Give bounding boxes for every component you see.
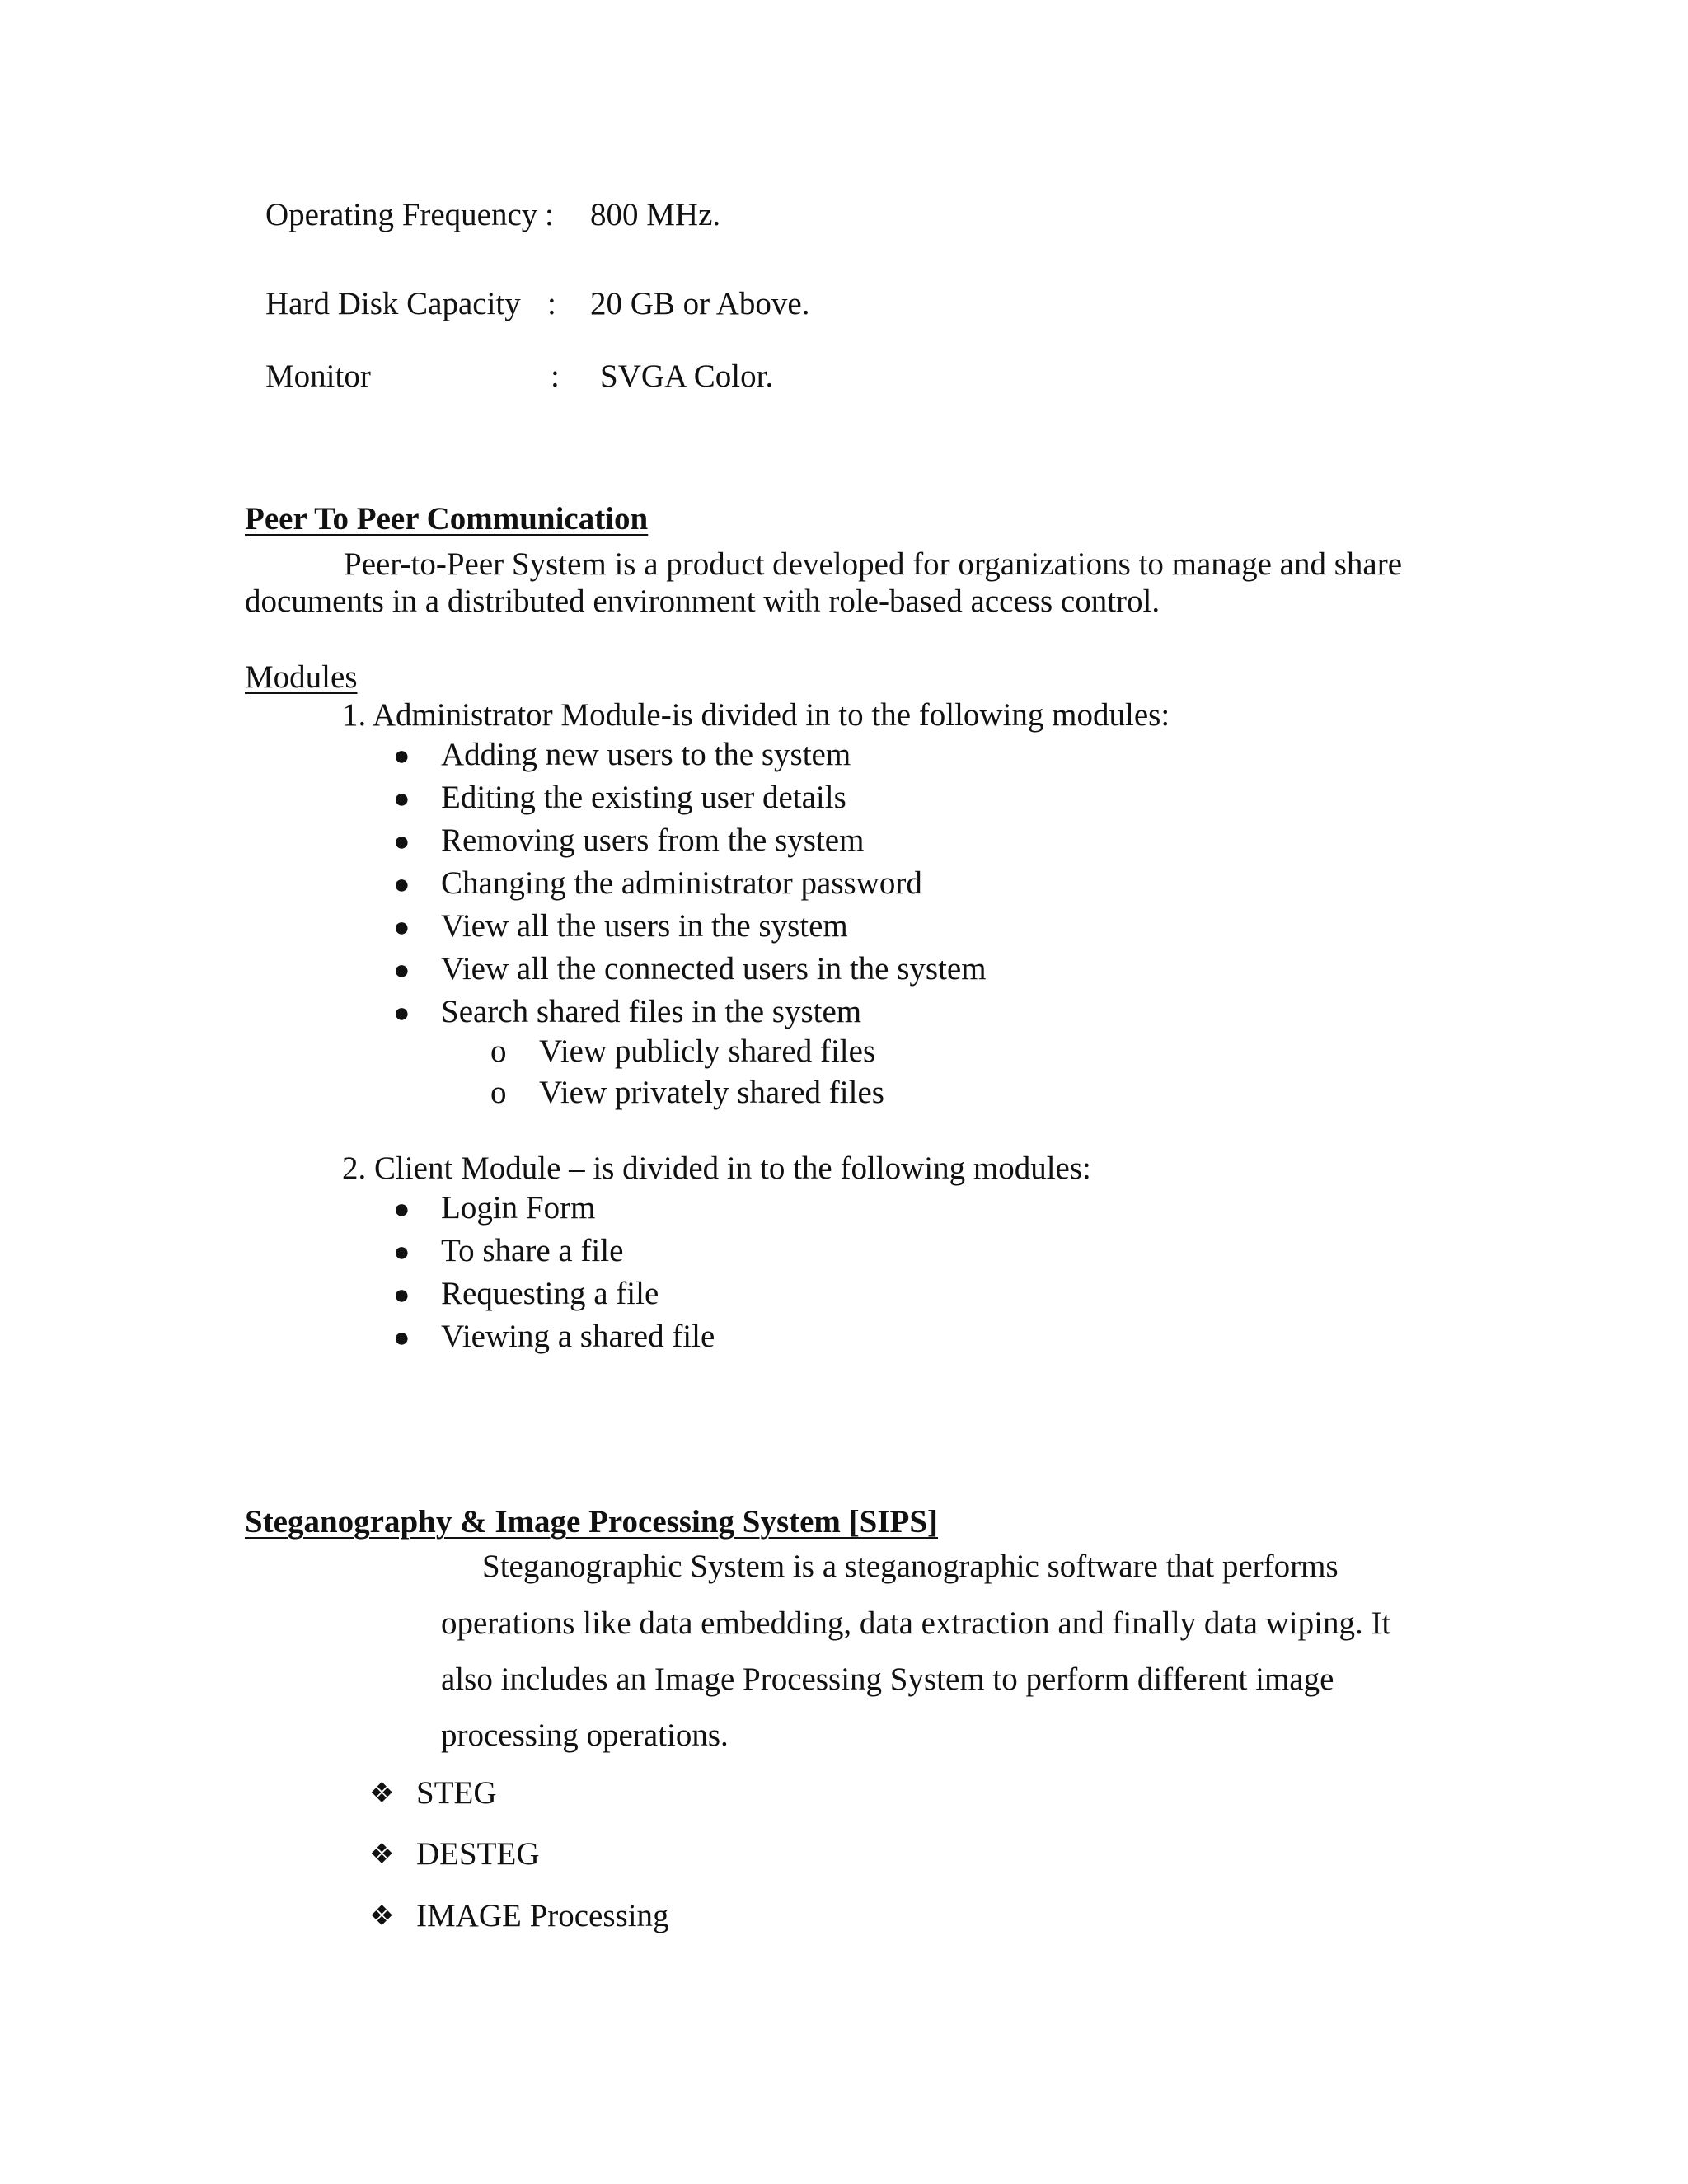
sips-paragraph-line-3: also includes an Image Processing System to perform different image [441,1661,1334,1697]
spec-value-hard-disk: 20 GB or Above. [590,286,810,321]
admin-module-title: 1. Administrator Module-is divided in to the following modules: [342,697,1170,733]
client-module-title: 2. Client Module – is divided in to the following modules: [342,1151,1091,1186]
bullet-icon: ● [393,998,410,1029]
p2p-heading: Peer To Peer Communication [245,501,649,537]
p2p-paragraph-line-2: documents in a distributed environment with role-based access control. [245,583,1160,619]
circle-bullet-icon: o [490,1033,507,1069]
list-item-label: Requesting a file [441,1276,659,1311]
bullet-icon: ● [393,912,410,943]
spec-sep-monitor: : [551,359,560,394]
sips-heading: Steganography & Image Processing System [SIPS] [245,1504,939,1540]
spec-sep-frequency: : [545,197,554,232]
list-item-label: Viewing a shared file [441,1319,715,1354]
list-item-label: Login Form [441,1190,596,1226]
circle-bullet-icon: o [490,1075,507,1110]
list-item-label: Editing the existing user details [441,780,846,815]
bullet-icon: ● [393,1237,410,1268]
list-item-label: Search shared files in the system [441,994,862,1029]
modules-heading: Modules [245,659,358,695]
bullet-icon: ● [393,1280,410,1310]
sips-paragraph-line-2: operations like data embedding, data extraction and finally data wiping. It [441,1605,1391,1641]
bullet-icon: ● [393,827,410,857]
diamond-bullet-icon: ❖ [369,1840,395,1870]
list-item-label: Changing the administrator password [441,865,922,901]
p2p-paragraph-line-1: Peer-to-Peer System is a product developed for organizations to manage and share [344,546,1403,582]
bullet-icon: ● [393,869,410,900]
sips-paragraph-line-4: processing operations. [441,1718,729,1753]
list-item-label: To share a file [441,1233,624,1268]
sips-paragraph-line-1: Steganographic System is a steganographic software that performs [482,1549,1339,1584]
spec-sep-hard-disk: : [547,286,556,321]
list-item-label: View all the connected users in the system [441,951,987,987]
list-item-label: DESTEG [416,1836,540,1872]
spec-label-hard-disk: Hard Disk Capacity [265,286,521,321]
bullet-icon: ● [393,1194,410,1225]
list-item-label: Adding new users to the system [441,737,851,772]
diamond-bullet-icon: ❖ [369,1901,395,1932]
spec-value-frequency: 800 MHz. [590,197,721,232]
spec-label-monitor: Monitor [265,359,371,394]
spec-label-frequency: Operating Frequency [265,197,538,232]
list-item-label: STEG [416,1775,497,1811]
sub-list-item-label: View publicly shared files [539,1033,876,1069]
bullet-icon: ● [393,784,410,814]
bullet-icon: ● [393,741,410,771]
list-item-label: Removing users from the system [441,823,865,858]
spec-value-monitor: SVGA Color. [600,359,774,394]
list-item-label: View all the users in the system [441,908,848,944]
sub-list-item-label: View privately shared files [539,1075,884,1110]
bullet-icon: ● [393,1323,410,1353]
bullet-icon: ● [393,955,410,986]
diamond-bullet-icon: ❖ [369,1779,395,1809]
list-item-label: IMAGE Processing [416,1898,669,1933]
